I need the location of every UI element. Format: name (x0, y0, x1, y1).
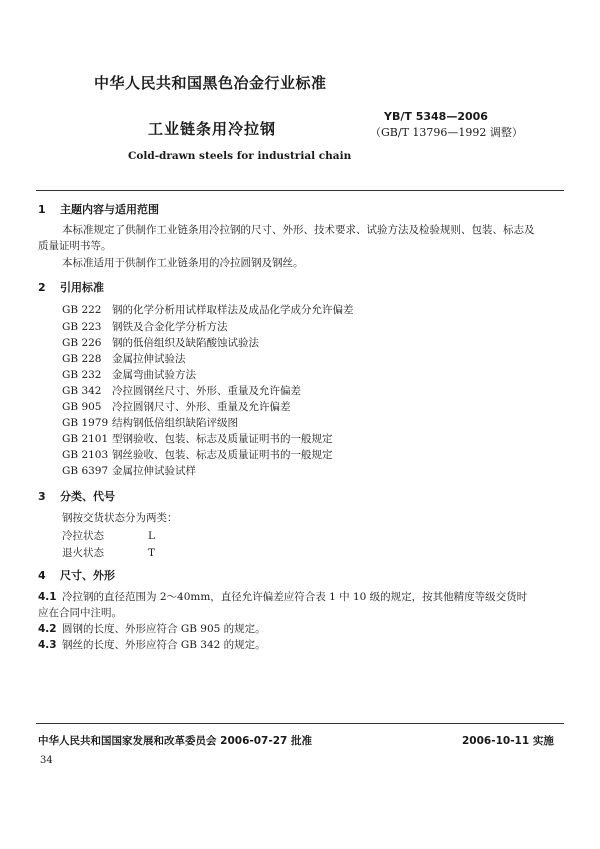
standard-code: GB 223 (62, 321, 102, 333)
section-1-para-2: 本标准适用于供制作工业链条用的冷拉圆钢及钢丝。 (62, 257, 304, 269)
reference-standard-row (62, 351, 186, 366)
section-2-title: 引用标准 (60, 281, 104, 294)
classification-row (62, 545, 155, 560)
standard-title: 钢的低倍组织及缺陷酸蚀试验法 (112, 337, 259, 349)
standard-code: GB 6397 (62, 465, 109, 477)
section-4-title: 尺寸、外形 (60, 569, 115, 582)
section-1-heading (38, 201, 159, 217)
clause-4-2-text: 圆钢的长度、外形应符合 GB 905 的规定。 (62, 623, 266, 635)
standard-title: 金属弯曲试验方法 (112, 369, 196, 381)
section-1-number: 1 (38, 203, 46, 216)
section-2-number: 2 (38, 281, 46, 294)
standard-code: GB 222 (62, 304, 102, 316)
clause-4-3-text: 钢丝的长度、外形应符合 GB 342 的规定。 (62, 639, 266, 651)
standard-code: GB 905 (62, 401, 102, 413)
classification-intro: 钢按交货状态分为两类： (62, 512, 178, 524)
delivery-state-code: L (148, 530, 155, 542)
reference-standard-row (62, 367, 196, 382)
delivery-state-name: 退火状态 (62, 547, 104, 559)
clause-4-1-line-2: 应在合同中注明。 (38, 607, 122, 619)
standard-title: 型钢验收、包装、标志及质量证明书的一般规定 (112, 433, 333, 445)
clause-4-2-number: 4.2 (38, 623, 57, 635)
reference-standard-row (62, 399, 291, 414)
section-4-heading (38, 567, 115, 583)
clause-4-1-text: 冷拉钢的直径范围为 2～40mm，直径允许偏差应符合表 1 中 10 级的规定，按其他精度等级交货时 (62, 591, 528, 603)
section-1-para-1-line-2: 质量证明书等。 (38, 240, 112, 252)
standard-title: 钢的化学分析用试样取样法及成品化学成分允许偏差 (112, 304, 354, 316)
header-divider (36, 190, 564, 191)
standard-code: GB 228 (62, 353, 102, 365)
reference-standard-row (62, 431, 333, 446)
delivery-state-code: T (148, 547, 156, 559)
section-1-title: 主题内容与适用范围 (60, 203, 159, 216)
approval-statement: 中华人民共和国国家发展和改革委员会 2006-07-27 批准 (38, 735, 312, 747)
standard-number: YB/T 5348—2006 (384, 110, 488, 123)
footer-divider (36, 723, 564, 724)
standard-title: 冷拉圆钢尺寸、外形、重量及允许偏差 (112, 401, 291, 413)
standard-title: 结构钢低倍组织缺陷评级图 (112, 417, 238, 429)
page-number: 34 (40, 755, 53, 766)
standard-title: 钢铁及合金化学分析方法 (112, 321, 228, 333)
section-3-heading (38, 488, 115, 504)
section-3-title: 分类、代号 (60, 490, 115, 503)
standard-title: 金属拉伸试验试样 (112, 465, 196, 477)
org-title: 中华人民共和国黑色冶金行业标准 (94, 74, 327, 92)
document-title: 工业链条用冷拉钢 (148, 120, 277, 138)
implementation-date: 2006-10-11 实施 (462, 735, 554, 747)
standard-title: 金属拉伸试验法 (112, 353, 186, 365)
reference-standard-row (62, 447, 333, 462)
standard-code: GB 232 (62, 369, 102, 381)
clause-4-1-number: 4.1 (38, 591, 57, 603)
standard-title: 钢丝验收、包装、标志及质量证明书的一般规定 (112, 449, 333, 461)
standard-code: GB 2103 (62, 449, 109, 461)
reference-standard-row (62, 463, 196, 478)
clause-4-1 (38, 589, 527, 604)
standard-code: GB 2101 (62, 433, 109, 445)
section-3-number: 3 (38, 490, 46, 503)
reference-standard-row (62, 302, 354, 317)
reference-standard-row (62, 415, 238, 430)
document-title-en: Cold-drawn steels for industrial chain (128, 150, 352, 162)
clause-4-2 (38, 621, 266, 636)
section-4-number: 4 (38, 569, 46, 582)
replaces-standard: （GB/T 13796—1992 调整） (370, 126, 523, 139)
classification-row (62, 528, 155, 543)
standard-code: GB 226 (62, 337, 102, 349)
standard-title: 冷拉圆钢丝尺寸、外形、重量及允许偏差 (112, 385, 301, 397)
standard-code: GB 1979 (62, 417, 109, 429)
section-1-para-1-line-1: 本标准规定了供制作工业链条用冷拉钢的尺寸、外形、技术要求、试验方法及检验规则、包装、标志及 (62, 224, 535, 236)
delivery-state-name: 冷拉状态 (62, 530, 104, 542)
standard-code: GB 342 (62, 385, 102, 397)
section-2-heading (38, 279, 104, 295)
clause-4-3-number: 4.3 (38, 639, 57, 651)
clause-4-3 (38, 637, 266, 652)
reference-standard-row (62, 383, 301, 398)
reference-standard-row (62, 319, 228, 334)
reference-standard-row (62, 335, 259, 350)
